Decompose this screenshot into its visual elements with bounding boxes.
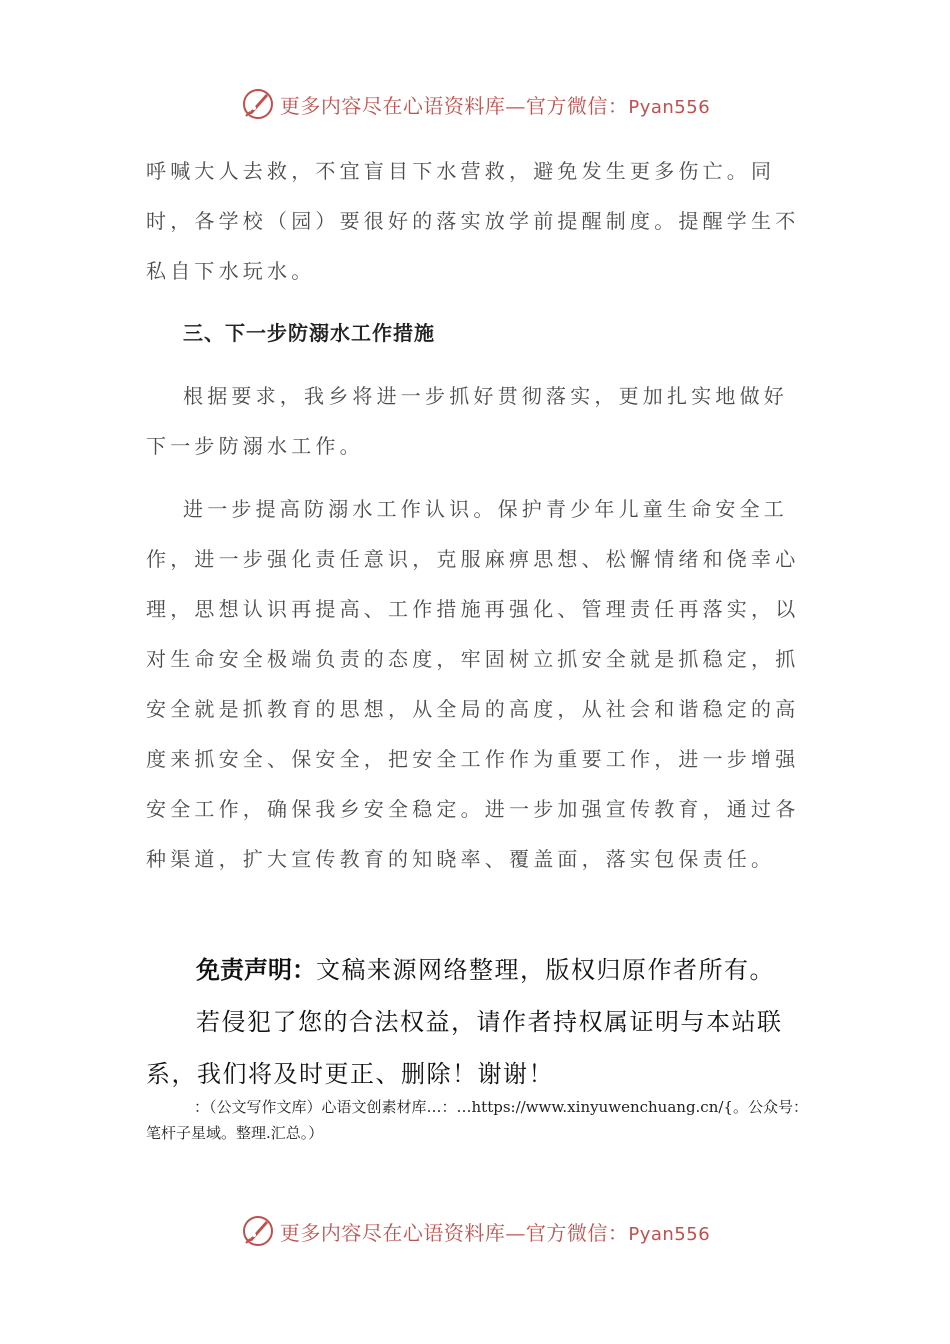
section-heading: 三、下一步防溺水工作措施 — [183, 321, 435, 345]
paragraph-continuation: 呼喊大人去救，不宜盲目下水营救，避免发生更多伤亡。同时，各学校（园）要很好的落实放学前提醒制度。提醒学生不私自下水玩水。 — [146, 159, 800, 283]
disclaimer-title: 免责声明： — [196, 956, 316, 984]
disclaimer-block — [146, 944, 816, 1100]
quill-logo-icon — [240, 86, 276, 122]
banner-text: 更多内容尽在心语资料库—官方微信：Pyan556 — [279, 93, 711, 118]
paragraph-requirements: 根据要求，我乡将进一步抓好贯彻落实，更加扎实地做好下一步防溺水工作。 — [146, 384, 788, 458]
quill-logo-icon — [240, 1213, 276, 1249]
paragraph-measures: 进一步提高防溺水工作认识。保护青少年儿童生命安全工作，进一步强化责任意识，克服麻痹思想、松懈情绪和侥幸心理，思想认识再提高、工作措施再强化、管理责任再落实，以对生命安全极端负责的态度，牢固树立抓安全就是抓稳定，抓安全就是抓教育的思想，从全局的高度，从社会和谐稳定的高度来抓安全、保安全，把安全工作作为重要工作，进一步增强安全工作，确保我乡安全稳定。进一步加强宣传教育，通过各种渠道，扩大宣传教育的知晓率、覆盖面，落实包保责任。 — [146, 497, 800, 871]
disclaimer-line2: 若侵犯了您的合法权益，请作者持权属证明与本站联系，我们将及时更正、删除！谢谢！ — [146, 1008, 783, 1088]
footer-banner[interactable] — [0, 1209, 950, 1253]
header-banner[interactable] — [0, 82, 950, 126]
source-note: ：（公文写作文库）心语文创素材库…：…https://www.xinyuwenchuang.cn/{。公众号：笔杆子星域。整理.汇总。） — [146, 1098, 808, 1142]
banner-text: 更多内容尽在心语资料库—官方微信：Pyan556 — [279, 1220, 711, 1245]
disclaimer-line1: 免责声明：文稿来源网络整理，版权归原作者所有。 — [196, 956, 775, 984]
